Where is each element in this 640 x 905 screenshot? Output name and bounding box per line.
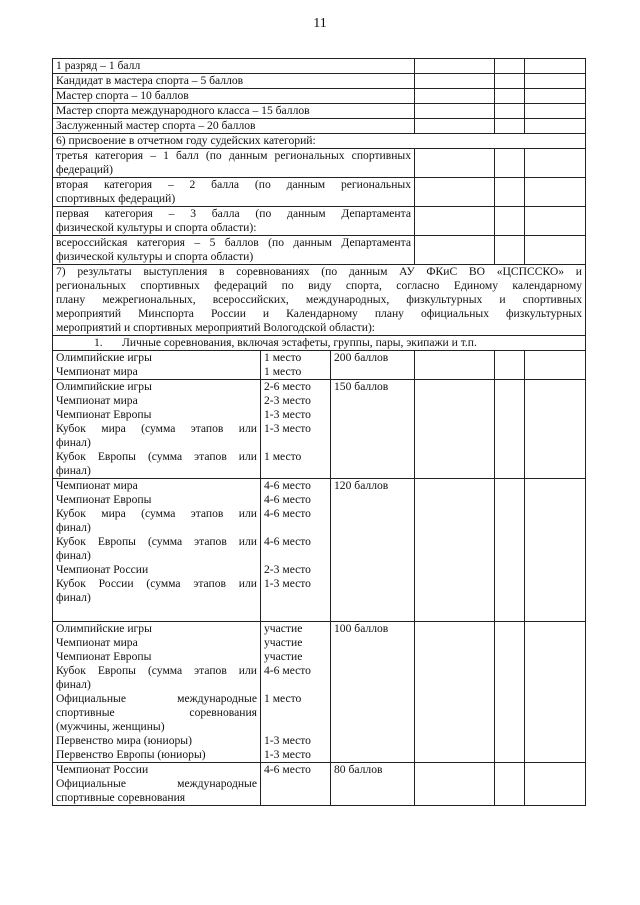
place-value: 2-3 место — [264, 563, 311, 576]
place-cell — [261, 763, 331, 806]
competition-name: Первенство Европы (юниоры) — [56, 748, 206, 761]
subsection-title — [53, 336, 586, 351]
competition-name: Кубок Европы (сумма этапов или — [56, 450, 257, 463]
competition-name: (мужчины, женщины) — [56, 720, 165, 733]
place-value: 1-3 место — [264, 577, 311, 590]
score-group-row — [53, 380, 586, 479]
group-spacer — [56, 605, 257, 613]
empty-cell — [415, 59, 495, 74]
score-cell: 150 баллов — [331, 380, 415, 479]
results-heading-line: 7) результаты выступления в соревнованиях (по данным АУ ФКиС ВО «ЦСПССКО» и — [56, 265, 582, 278]
competition-name: финал) — [56, 464, 91, 477]
place-cell — [261, 479, 331, 622]
place-spacer — [264, 521, 327, 535]
empty-cell — [415, 763, 495, 806]
empty-cell — [525, 622, 586, 763]
empty-cell — [495, 178, 525, 207]
score-cell: 120 баллов — [331, 479, 415, 622]
rank-row — [53, 119, 586, 134]
competition-cell — [53, 622, 261, 763]
judge-category-text — [53, 149, 415, 178]
place-spacer — [264, 591, 327, 605]
empty-cell — [415, 74, 495, 89]
results-heading-line: региональных спортивных федераций по виду спорта, согласно Единому календарному — [56, 279, 582, 292]
judge-category-row — [53, 178, 586, 207]
competition-name: финал) — [56, 549, 91, 562]
competition-name: Чемпионат Европы — [56, 650, 152, 663]
competition-cell — [53, 380, 261, 479]
empty-cell — [495, 763, 525, 806]
empty-cell — [525, 89, 586, 104]
empty-cell — [495, 104, 525, 119]
empty-cell — [525, 74, 586, 89]
score-cell: 100 баллов — [331, 622, 415, 763]
place-value: 4-6 место — [264, 479, 311, 492]
place-value: участие — [264, 650, 303, 663]
rank-text: Заслуженный мастер спорта – 20 баллов — [53, 119, 415, 134]
place-spacer — [264, 720, 327, 734]
competition-name: Чемпионат России — [56, 763, 149, 776]
subsection-row — [53, 336, 586, 351]
competition-name: Кубок Европы (сумма этапов или — [56, 664, 257, 677]
place-spacer — [264, 706, 327, 720]
subsection-number: 1. — [94, 336, 103, 349]
score-cell: 80 баллов — [331, 763, 415, 806]
competition-cell — [53, 763, 261, 806]
empty-cell — [415, 207, 495, 236]
judge-line: первая категория – 3 балла (по данным Департамента — [56, 207, 411, 220]
score-cell: 200 баллов — [331, 351, 415, 380]
rank-text: Мастер спорта международного класса – 15 баллов — [53, 104, 415, 119]
results-heading-row — [53, 265, 586, 336]
competition-name: Чемпионат Европы — [56, 408, 152, 421]
empty-cell — [495, 89, 525, 104]
competition-name: Официальные международные — [56, 777, 257, 790]
competition-name: Чемпионат мира — [56, 636, 138, 649]
empty-cell — [525, 59, 586, 74]
competition-name: Олимпийские игры — [56, 380, 152, 393]
place-value: 4-6 место — [264, 763, 311, 776]
competition-name: финал) — [56, 521, 91, 534]
judge-line: федераций) — [56, 163, 113, 176]
competition-name: Кубок России (сумма этапов или — [56, 577, 257, 590]
place-value: 4-6 место — [264, 507, 311, 520]
judge-category-text — [53, 207, 415, 236]
competition-name: Олимпийские игры — [56, 622, 152, 635]
place-spacer — [264, 464, 327, 478]
place-value: 1-3 место — [264, 422, 311, 435]
place-value: 1-3 место — [264, 748, 311, 761]
competition-name: Чемпионат мира — [56, 479, 138, 492]
competition-name: Кубок Европы (сумма этапов или — [56, 535, 257, 548]
empty-cell — [495, 380, 525, 479]
competition-name: Чемпионат России — [56, 563, 149, 576]
place-spacer — [264, 791, 327, 805]
judge-category-row — [53, 149, 586, 178]
place-cell — [261, 380, 331, 479]
empty-cell — [525, 763, 586, 806]
judges-heading-row — [53, 134, 586, 149]
empty-cell — [525, 380, 586, 479]
empty-cell — [495, 622, 525, 763]
empty-cell — [495, 479, 525, 622]
empty-cell — [495, 74, 525, 89]
empty-cell — [525, 104, 586, 119]
competition-name: Кубок мира (сумма этапов или — [56, 507, 257, 520]
rank-row — [53, 104, 586, 119]
place-value: 1 место — [264, 450, 302, 463]
place-value: 4-6 место — [264, 664, 311, 677]
empty-cell — [415, 89, 495, 104]
judge-category-text — [53, 236, 415, 265]
competition-name: финал) — [56, 591, 91, 604]
place-cell — [261, 351, 331, 380]
results-heading — [53, 265, 586, 336]
empty-cell — [415, 149, 495, 178]
rank-text: Кандидат в мастера спорта – 5 баллов — [53, 74, 415, 89]
place-value — [264, 777, 327, 791]
place-value: 4-6 место — [264, 535, 311, 548]
competition-name: Первенство мира (юниоры) — [56, 734, 192, 747]
competition-name: спортивные соревнования — [56, 791, 186, 804]
place-value: 2-6 место — [264, 380, 311, 393]
empty-cell — [525, 207, 586, 236]
place-cell — [261, 622, 331, 763]
rank-text: Мастер спорта – 10 баллов — [53, 89, 415, 104]
judges-heading: 6) присвоение в отчетном году судейских категорий: — [53, 134, 586, 149]
judge-category-row — [53, 236, 586, 265]
place-value: 4-6 место — [264, 493, 311, 506]
place-value: 2-3 место — [264, 394, 311, 407]
empty-cell — [495, 236, 525, 265]
empty-cell — [495, 149, 525, 178]
competition-name: Чемпионат мира — [56, 365, 138, 378]
competition-name: Кубок мира (сумма этапов или — [56, 422, 257, 435]
results-heading-line: плану межрегиональных, всероссийских, международных, физкультурных и спортивных — [56, 293, 582, 306]
empty-cell — [415, 178, 495, 207]
place-value: 1-3 место — [264, 734, 311, 747]
empty-cell — [415, 380, 495, 479]
results-heading-line: мероприятий Минспорта России и Календарному плану официальных физкультурных — [56, 307, 582, 320]
judge-line: физической культуры и спорта области): — [56, 221, 257, 234]
empty-cell — [525, 178, 586, 207]
place-value: 1 место — [264, 365, 302, 378]
empty-cell — [495, 119, 525, 134]
place-spacer — [264, 436, 327, 450]
rank-row — [53, 74, 586, 89]
empty-cell — [525, 149, 586, 178]
competition-name: финал) — [56, 678, 91, 691]
empty-cell — [525, 119, 586, 134]
place-value: 1-3 место — [264, 408, 311, 421]
score-group-row — [53, 479, 586, 622]
empty-cell — [525, 236, 586, 265]
competition-name: Олимпийские игры — [56, 351, 152, 364]
subsection-text: Личные соревнования, включая эстафеты, группы, пары, экипажи и т.п. — [122, 336, 477, 349]
competition-cell — [53, 479, 261, 622]
rank-row — [53, 89, 586, 104]
empty-cell — [525, 351, 586, 380]
judge-line: всероссийская категория – 5 баллов (по данным Департамента — [56, 236, 411, 249]
empty-cell — [495, 59, 525, 74]
empty-cell — [415, 479, 495, 622]
empty-cell — [415, 236, 495, 265]
empty-cell — [495, 351, 525, 380]
empty-cell — [495, 207, 525, 236]
competition-name: спортивные соревнования — [56, 706, 257, 719]
place-spacer — [264, 549, 327, 563]
empty-cell — [415, 104, 495, 119]
score-group-row — [53, 763, 586, 806]
rank-row — [53, 59, 586, 74]
competition-cell — [53, 351, 261, 380]
rank-text: 1 разряд – 1 балл — [53, 59, 415, 74]
page-number: 11 — [313, 16, 327, 31]
judge-category-text — [53, 178, 415, 207]
score-group-row — [53, 351, 586, 380]
place-value: 1 место — [264, 351, 302, 364]
judge-line: спортивных федераций) — [56, 192, 176, 205]
empty-cell — [525, 479, 586, 622]
competition-name: финал) — [56, 436, 91, 449]
place-value: 1 место — [264, 692, 302, 705]
group-spacer — [56, 613, 257, 621]
score-group-row — [53, 622, 586, 763]
place-value: участие — [264, 636, 303, 649]
competition-name: Чемпионат Европы — [56, 493, 152, 506]
judge-line: физической культуры и спорта области) — [56, 250, 254, 263]
empty-cell — [415, 622, 495, 763]
competition-name: Чемпионат мира — [56, 394, 138, 407]
competition-name: Официальные международные — [56, 692, 257, 705]
empty-cell — [415, 119, 495, 134]
place-spacer — [264, 678, 327, 692]
judge-line: вторая категория – 2 балла (по данным региональных — [56, 178, 411, 191]
criteria-table — [52, 58, 586, 806]
empty-cell — [415, 351, 495, 380]
judge-line: третья категория – 1 балл (по данным региональных спортивных — [56, 149, 411, 162]
results-heading-line: мероприятий и спортивных мероприятий Вологодской области): — [56, 321, 376, 334]
place-value: участие — [264, 622, 303, 635]
judge-category-row — [53, 207, 586, 236]
